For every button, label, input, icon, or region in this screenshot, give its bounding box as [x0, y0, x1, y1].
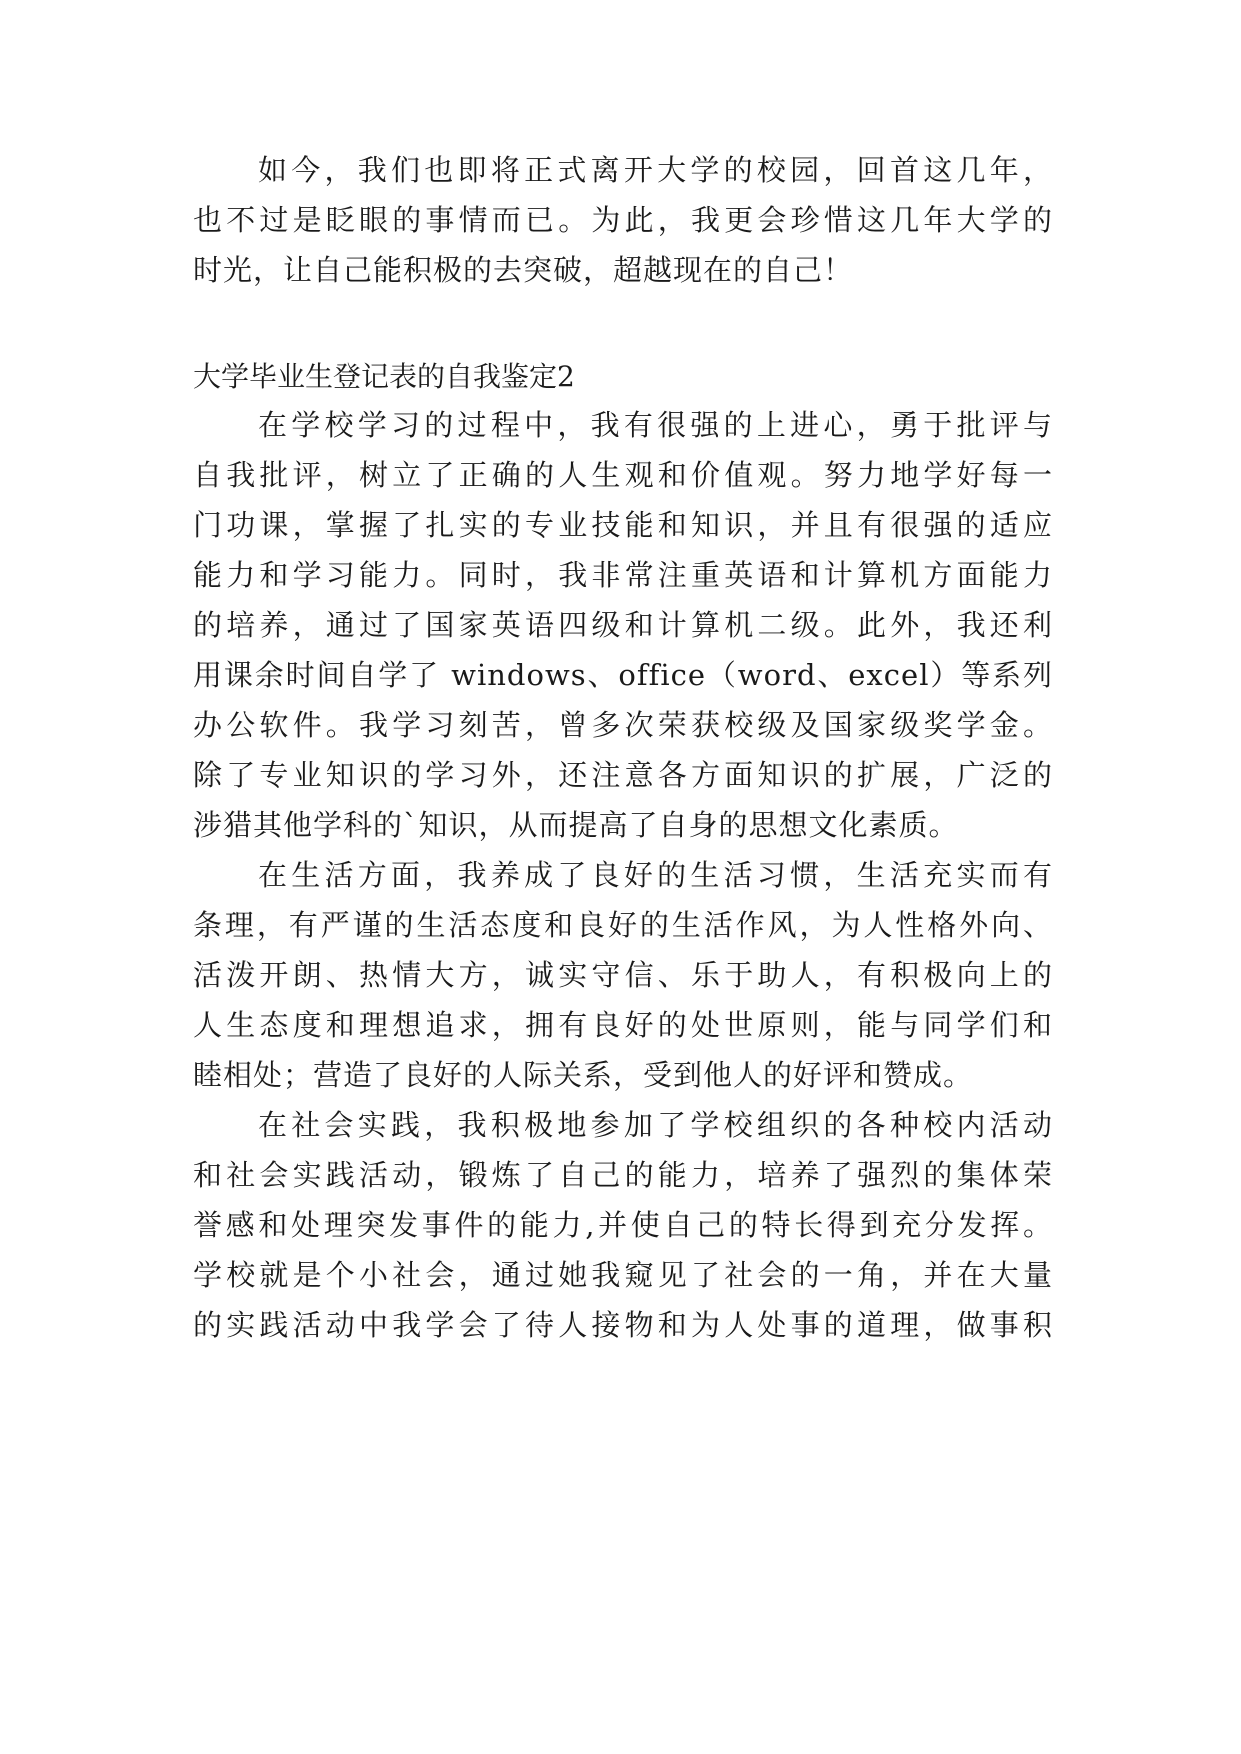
paragraph-line: 时光，让自己能积极的去突破，超越现在的自己！ — [193, 253, 854, 287]
paragraph-line: 用课余时间自学了 windows、office（word、excel）等系列 — [193, 658, 1053, 692]
section-heading: 大学毕业生登记表的自我鉴定2 — [193, 360, 575, 393]
paragraph-line: 也不过是眨眼的事情而已。为此，我更会珍惜这几年大学的 — [193, 203, 1053, 237]
paragraph-line: 条理，有严谨的生活态度和良好的生活作风，为人性格外向、 — [193, 908, 1053, 942]
paragraph-line: 睦相处；营造了良好的人际关系，受到他人的好评和赞成。 — [193, 1058, 974, 1092]
paragraph-line: 誉感和处理突发事件的能力,并使自己的特长得到充分发挥。 — [193, 1208, 1053, 1242]
paragraph-line: 自我批评，树立了正确的人生观和价值观。努力地学好每一 — [193, 458, 1053, 492]
paragraph-line: 如今，我们也即将正式离开大学的校园，回首这几年， — [258, 153, 1053, 187]
paragraph-line: 学校就是个小社会，通过她我窥见了社会的一角，并在大量 — [193, 1258, 1053, 1292]
paragraph-line: 在学校学习的过程中，我有很强的上进心，勇于批评与 — [258, 408, 1053, 442]
paragraph-line: 和社会实践活动，锻炼了自己的能力，培养了强烈的集体荣 — [193, 1158, 1053, 1192]
paragraph-line: 的培养，通过了国家英语四级和计算机二级。此外，我还利 — [193, 608, 1053, 642]
paragraph-line: 涉猎其他学科的`知识，从而提高了自身的思想文化素质。 — [193, 808, 959, 842]
paragraph-line: 人生态度和理想追求，拥有良好的处世原则，能与同学们和 — [193, 1008, 1053, 1042]
paragraph-line: 的实践活动中我学会了待人接物和为人处事的道理，做事积 — [193, 1308, 1053, 1342]
paragraph-line: 活泼开朗、热情大方，诚实守信、乐于助人，有积极向上的 — [193, 958, 1053, 992]
paragraph-line: 门功课，掌握了扎实的专业技能和知识，并且有很强的适应 — [193, 508, 1053, 542]
paragraph-line: 办公软件。我学习刻苦，曾多次荣获校级及国家级奖学金。 — [193, 708, 1053, 742]
paragraph-line: 在社会实践，我积极地参加了学校组织的各种校内活动 — [258, 1108, 1053, 1142]
paragraph-line: 在生活方面，我养成了良好的生活习惯，生活充实而有 — [258, 858, 1053, 892]
paragraph-line: 能力和学习能力。同时，我非常注重英语和计算机方面能力 — [193, 558, 1053, 592]
paragraph-line: 除了专业知识的学习外，还注意各方面知识的扩展，广泛的 — [193, 758, 1053, 792]
